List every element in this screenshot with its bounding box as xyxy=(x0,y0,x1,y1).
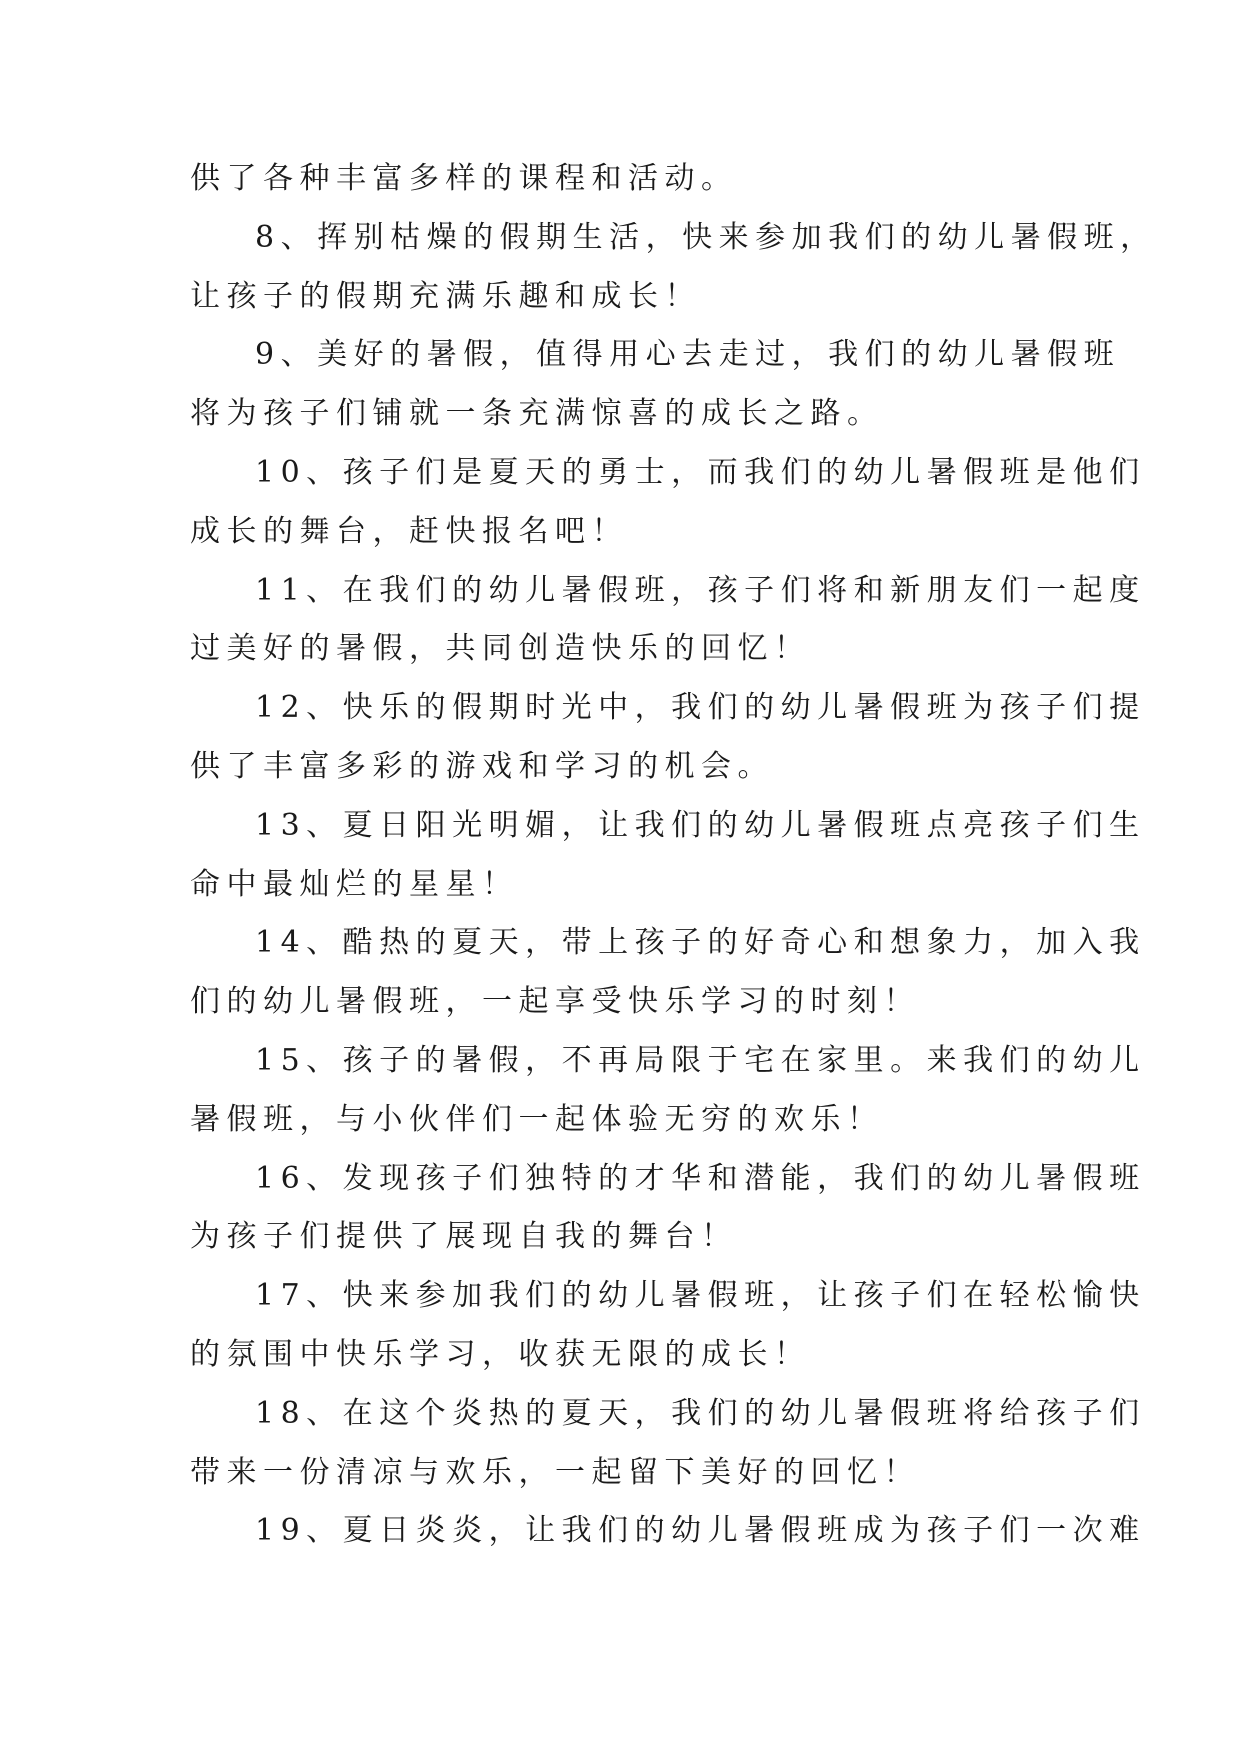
text-line: 成长的舞台，赶快报名吧！ xyxy=(190,513,628,549)
text-line: 命中最灿烂的星星！ xyxy=(190,866,519,902)
text-line: 的氛围中快乐学习，收获无限的成长！ xyxy=(190,1336,811,1372)
text-line: 15、孩子的暑假，不再局限于宅在家里。来我们的幼儿 xyxy=(255,1042,1146,1078)
text-line: 11、在我们的幼儿暑假班，孩子们将和新朋友们一起度 xyxy=(255,572,1146,608)
text-line: 14、酷热的夏天，带上孩子的好奇心和想象力，加入我 xyxy=(255,925,1146,961)
document-body xyxy=(190,150,1157,1561)
text-line: 供了丰富多彩的游戏和学习的机会。 xyxy=(190,748,774,784)
text-line: 9、美好的暑假，值得用心去走过，我们的幼儿暑假班 xyxy=(255,337,1121,373)
text-line: 10、孩子们是夏天的勇士，而我们的幼儿暑假班是他们 xyxy=(255,454,1146,490)
text-line: 19、夏日炎炎，让我们的幼儿暑假班成为孩子们一次难 xyxy=(255,1513,1146,1549)
text-line: 们的幼儿暑假班，一起享受快乐学习的时刻！ xyxy=(190,984,920,1020)
text-line: 供了各种丰富多样的课程和活动。 xyxy=(190,161,738,196)
text-line: 16、发现孩子们独特的才华和潜能，我们的幼儿暑假班 xyxy=(255,1160,1146,1196)
text-line: 12、快乐的假期时光中，我们的幼儿暑假班为孩子们提 xyxy=(255,690,1146,726)
text-line: 带来一份清凉与欢乐，一起留下美好的回忆！ xyxy=(190,1454,920,1490)
text-line: 8、挥别枯燥的假期生活，快来参加我们的幼儿暑假班， xyxy=(255,219,1157,255)
text-line: 暑假班，与小伙伴们一起体验无穷的欢乐！ xyxy=(190,1101,884,1137)
text-line: 13、夏日阳光明媚，让我们的幼儿暑假班点亮孩子们生 xyxy=(255,807,1146,843)
text-line: 让孩子的假期充满乐趣和成长！ xyxy=(190,278,701,314)
text-line: 18、在这个炎热的夏天，我们的幼儿暑假班将给孩子们 xyxy=(255,1395,1146,1431)
text-line: 将为孩子们铺就一条充满惊喜的成长之路。 xyxy=(190,396,884,432)
text-line: 为孩子们提供了展现自我的舞台！ xyxy=(190,1219,738,1255)
text-line: 过美好的暑假，共同创造快乐的回忆！ xyxy=(190,631,811,667)
text-line: 17、快来参加我们的幼儿暑假班，让孩子们在轻松愉快 xyxy=(255,1278,1146,1314)
